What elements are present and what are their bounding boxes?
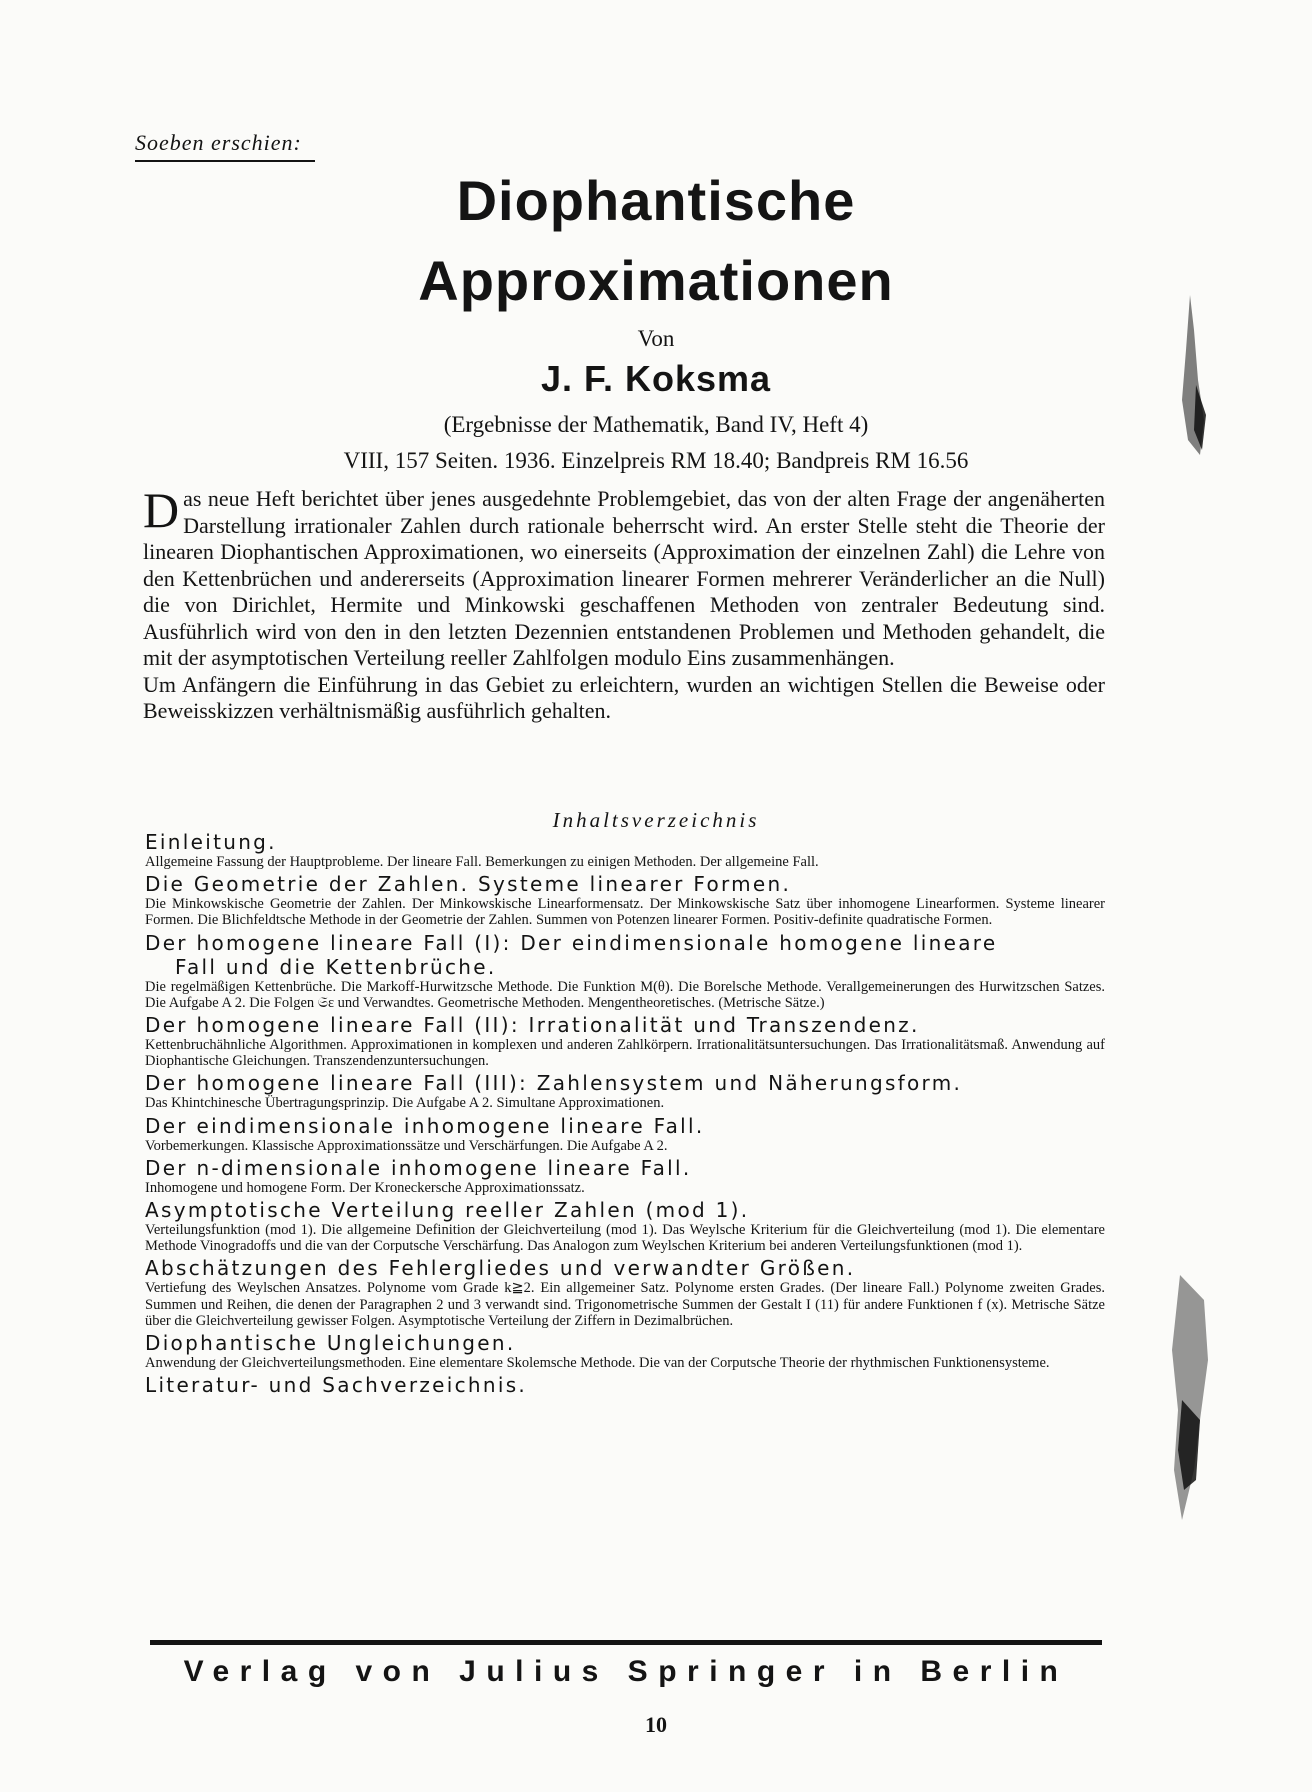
description-paragraph-1-text: as neue Heft berichtet über jenes ausgedehnte Problemgebiet, das von der alten Frage der angenäherten Darstellung irrationaler Zahlen durch rationale beherrscht wird. An erster Stelle steht die Theorie der linearen Diophantischen Approximationen, wo einerseits (Approximation der einzelnen Zahl) die Lehre von den Kettenbrüchen und andererseits (Approximation linearer Formen mehrerer Veränderlicher an die Null) die von Dirichlet, Hermite und Minkowski geschaffenen Methoden von zentraler Bedeutung sind. Ausführlich wird von den in den letzten Dezennien entstandenen Problemen und Methoden gehandelt, die mit der asymptotischen Verteilung reeller Zahlfolgen modulo Eins zusammenhängen. — [143, 486, 1105, 670]
toc-entry-description: Vertiefung des Weylschen Ansatzes. Polynome vom Grade k≧2. Ein allgemeiner Satz. Polynome ersten Grades. (Der lineare Fall.) Polynome zweiten Grades. Summen und Reihen, die denen der Paragraphen 2 und 3 verwandt sind. Trigonometrische Summen der Gestalt I (11) für andere Funktionen f (x). Metrische Sätze über die Gleichverteilung gewisser Folgen. Asymptotische Verteilung der Ziffern in Dezimalbrüchen. — [145, 1280, 1105, 1329]
toc-entry-description: Verteilungsfunktion (mod 1). Die allgemeine Definition der Gleichverteilung (mod 1). Das Weylsche Kriterium für die Gleichverteilung (mod 1). Die elementare Methode Vinogradoffs und die van der Corputsche Verschärfung. Das Analogon zum Weylschen Kriterium bei anderen Verteilungsfunktionen (mod 1). — [145, 1222, 1105, 1255]
toc-entry — [145, 1331, 1105, 1371]
pre-label-underline — [135, 160, 315, 162]
toc-entry — [145, 1071, 1105, 1111]
toc-entry — [145, 830, 1105, 870]
bottom-rule — [150, 1640, 1102, 1645]
toc-entry-description: Vorbemerkungen. Klassische Approximationssätze und Verschärfungen. Die Aufgabe A 2. — [145, 1137, 668, 1154]
toc-entry-description: Die Minkowskische Geometrie der Zahlen. Der Minkowskische Linearformensatz. Der Minkowskische Satz über inhomogene Linearformen. Systeme linearer Formen. Die Blichfeldtsche Methode in der Geometrie der Zahlen. Summen von Potenzen linearer Formen. Positiv-definite quadratische Formen. — [145, 896, 1105, 929]
toc-entry-title: Die Geometrie der Zahlen. Systeme linearer Formen. — [145, 872, 792, 897]
toc-entry-description: Das Khintchinesche Übertragungsprinzip. Die Aufgabe A 2. Simultane Approximationen. — [145, 1095, 665, 1112]
description-paragraph-2: Um Anfängern die Einführung in das Gebiet zu erleichtern, wurden an wichtigen Stellen die Beweise oder Beweisskizzen verhältnismäßig ausführlich gehalten. — [143, 671, 1105, 723]
table-of-contents — [145, 830, 1105, 1399]
toc-entry-title: Diophantische Ungleichungen. — [145, 1331, 516, 1356]
toc-entry-title: Der n-dimensionale inhomogene lineare Fall. — [145, 1155, 692, 1180]
toc-entry-title: Asymptotische Verteilung reeller Zahlen (mod 1). — [145, 1198, 750, 1223]
toc-entry-title: Literatur- und Sachverzeichnis. — [145, 1373, 528, 1398]
toc-entry-title: Abschätzungen des Fehlergliedes und verwandter Größen. — [145, 1256, 856, 1281]
toc-entry-description: Anwendung der Gleichverteilungsmethoden. Eine elementare Skolemsche Methode. Die van der Corputsche Theorie der rhythmischen Funktionensysteme. — [145, 1355, 1050, 1372]
toc-entry — [145, 1198, 1105, 1254]
toc-entry — [145, 1013, 1105, 1069]
toc-entry — [145, 872, 1105, 928]
pricing-info: VIII, 157 Seiten. 1936. Einzelpreis RM 18.40; Bandpreis RM 16.56 — [343, 448, 969, 473]
toc-entry-description: Die regelmäßigen Kettenbrüche. Die Markoff-Hurwitzsche Methode. Die Funktion M(θ). Die Borelsche Methode. Verallgemeinerungen des Hurwitzschen Satzes. Die Aufgabe A 2. Die Folgen 𝔖ε und Verwandtes. Geometrische Methoden. Mengentheoretisches. (Metrische Sätze.) — [145, 978, 1105, 1011]
book-title-line-2: Approximationen — [418, 249, 894, 312]
book-title-line-1: Diophantische — [456, 169, 856, 232]
toc-entry — [145, 1114, 1105, 1154]
description-paragraph-1 — [143, 482, 1105, 672]
toc-heading: Inhaltsverzeichnis — [552, 808, 760, 832]
book-description — [143, 482, 1105, 725]
toc-entry-description: Kettenbruchähnliche Algorithmen. Approximationen in komplexen und anderen Zahlkörpern. Irrationalitätsuntersuchungen. Das Irrationalitätsmaß. Anwendung auf Diophantische Gleichungen. Transzendenzuntersuchungen. — [145, 1037, 1105, 1070]
toc-entry-title: Der homogene lineare Fall (II): Irrationalität und Transzendenz. — [145, 1013, 920, 1038]
toc-entry-title: Der homogene lineare Fall (I): Der eindimensionale homogene lineare — [145, 930, 998, 955]
publisher-line: Verlag von Julius Springer in Berlin — [183, 1655, 1069, 1688]
toc-entry-title: Der homogene lineare Fall (III): Zahlensystem und Näherungsform. — [145, 1071, 963, 1096]
toc-entry — [145, 931, 1105, 1011]
toc-entry — [145, 1256, 1105, 1329]
toc-entry — [145, 1156, 1105, 1196]
series-info: (Ergebnisse der Mathematik, Band IV, Heft 4) — [443, 412, 869, 437]
pre-label: Soeben erschien: — [135, 130, 302, 155]
toc-entry — [145, 1373, 1105, 1397]
toc-entry-description: Inhomogene und homogene Form. Der Kroneckersche Approximationssatz. — [145, 1179, 585, 1196]
drop-cap: D — [143, 482, 180, 538]
toc-entry-title: Der eindimensionale inhomogene lineare Fall. — [145, 1113, 705, 1138]
toc-entry-title: Einleitung. — [145, 830, 277, 854]
toc-entry-description: Allgemeine Fassung der Hauptprobleme. Der lineare Fall. Bemerkungen zu einigen Methoden. Der allgemeine Fall. — [145, 854, 819, 870]
by-label: Von — [637, 326, 675, 351]
page-number: 10 — [645, 1712, 667, 1737]
author-name: J. F. Koksma — [540, 358, 772, 399]
scan-smudge-bottom — [1160, 1270, 1220, 1530]
toc-entry-title-continuation: Fall und die Kettenbrüche. — [175, 954, 497, 979]
scan-smudge-top — [1160, 290, 1220, 460]
